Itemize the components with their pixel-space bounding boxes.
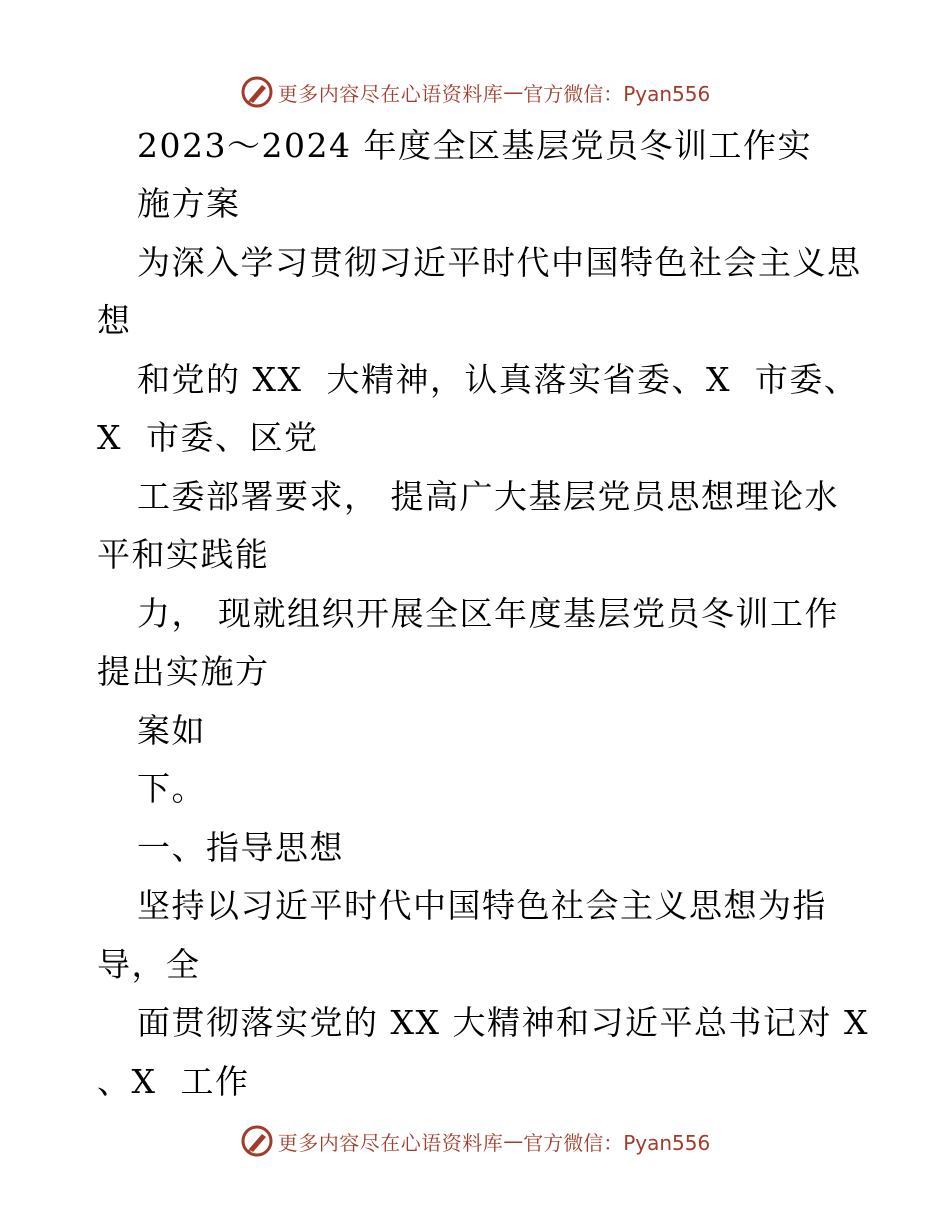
pen-logo-icon — [240, 75, 274, 109]
watermark-dash: — — [503, 80, 524, 104]
doc-line: 工委部署要求， 提高广大基层党员思想理论水 — [137, 477, 839, 516]
doc-title-line-1: 2023～2024 年度全区基层党员冬训工作实 — [137, 126, 812, 165]
doc-line: 导，全 — [97, 945, 201, 984]
footer-watermark — [0, 1121, 950, 1161]
watermark-dash: — — [503, 1129, 524, 1153]
watermark-wechat: 官方微信：Pyan556 — [523, 1130, 711, 1155]
doc-line: X 市委、区党 — [97, 418, 319, 457]
doc-line: 、X 工作 — [97, 1062, 250, 1101]
doc-line: 和党的 XX 大精神，认真落实省委、X 市委、 — [137, 360, 859, 399]
pen-logo-icon — [240, 1124, 274, 1158]
doc-title-line-2: 施方案 — [137, 184, 241, 223]
doc-line: 案如 — [137, 711, 206, 750]
watermark-text: 更多内容尽在心语资料库 — [277, 1130, 504, 1155]
doc-line: 为深入学习贯彻习近平时代中国特色社会主义思 — [137, 243, 862, 282]
doc-line: 力， 现就组织开展全区年度基层党员冬训工作 — [137, 594, 839, 633]
watermark-wechat: 官方微信：Pyan556 — [523, 81, 711, 106]
doc-line: 坚持以习近平时代中国特色社会主义思想为指 — [137, 886, 827, 925]
header-watermark — [0, 72, 950, 112]
doc-line: 提出实施方 — [97, 652, 270, 691]
doc-line: 想 — [97, 301, 132, 340]
doc-line: 面贯彻落实党的 XX 大精神和习近平总书记对 X — [137, 1003, 869, 1042]
section-heading-guiding-thought: 一、指导思想 — [137, 828, 344, 867]
doc-line: 下。 — [137, 769, 206, 808]
doc-line: 平和实践能 — [97, 535, 270, 574]
watermark-text: 更多内容尽在心语资料库 — [277, 81, 504, 106]
